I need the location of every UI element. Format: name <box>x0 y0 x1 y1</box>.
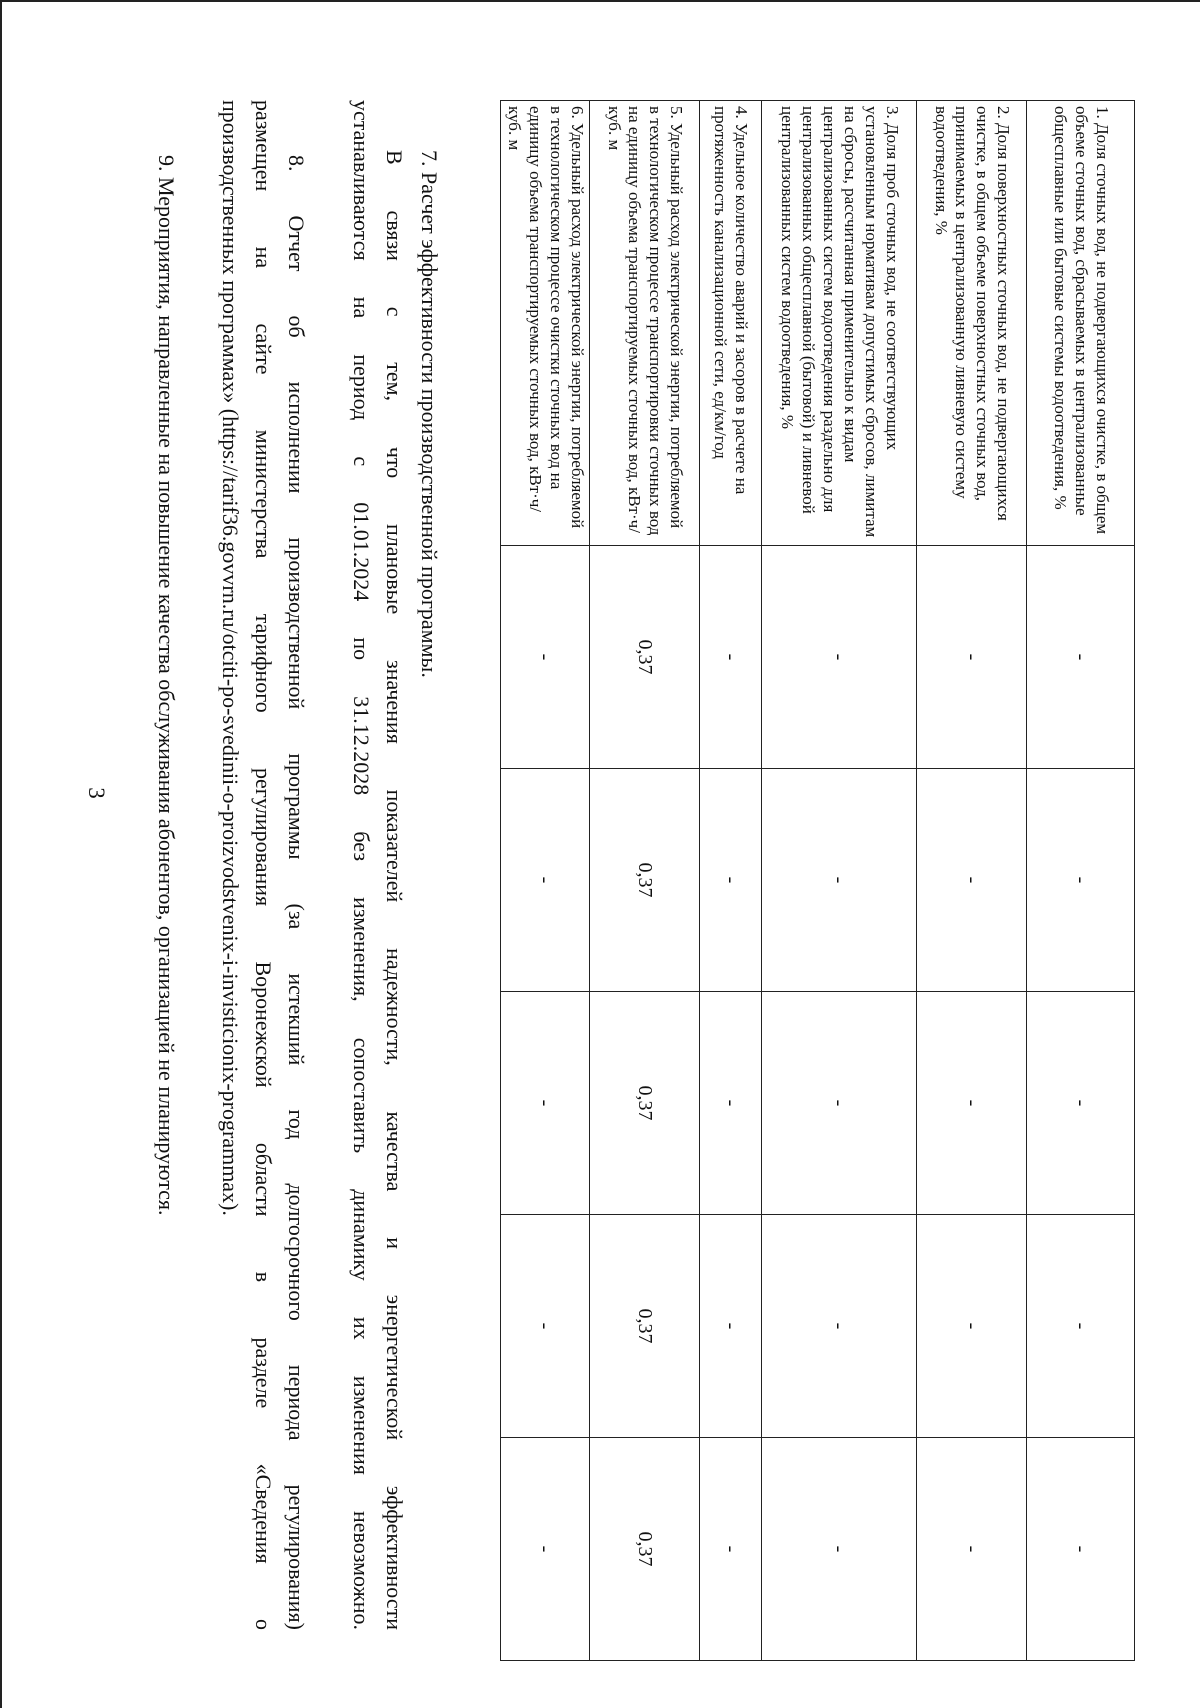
indicator-name: 6. Удельный расход электрической энергии, потребляемой в технологическом процессе очистки сточных вод на единицу объема транспортируемых сточных вод, кВт·ч/куб. м <box>501 101 590 546</box>
indicator-value: - <box>762 769 917 992</box>
table-row <box>590 101 700 1661</box>
indicator-value: - <box>917 1215 1027 1438</box>
rotated-page-content <box>65 45 1135 1655</box>
section8-line2: размещен на сайте министерства тарифного регулирования Воронежской области в разделе «Сведения о <box>251 100 276 1630</box>
table-row <box>700 101 762 1661</box>
indicator-value: - <box>917 1438 1027 1661</box>
indicator-value: - <box>917 546 1027 769</box>
section7-line1: В связи с тем, что плановые значения показателей надежности, качества и энергетической эффективности <box>382 150 407 1630</box>
indicator-value: - <box>700 1215 762 1438</box>
indicator-value: - <box>1027 546 1135 769</box>
indicator-value: - <box>762 1215 917 1438</box>
indicator-value: - <box>700 992 762 1215</box>
section7-heading: 7. Расчет эффективности производственной программы. <box>417 150 442 678</box>
indicator-table <box>500 100 1135 1661</box>
page-number: 3 <box>83 787 109 799</box>
indicator-name: 1. Доля сточных вод, не подвергающихся очистке, в общем объеме сточных вод, сбрасываемых в централизованные общесплавные или бытовые системы водоотведения, % <box>1027 101 1135 546</box>
indicator-value: - <box>501 1438 590 1661</box>
table-row <box>501 101 590 1661</box>
table-row <box>1027 101 1135 1661</box>
indicator-value: 0,37 <box>590 1215 700 1438</box>
scan-edge-left <box>0 0 2 1708</box>
indicator-value: 0,37 <box>590 769 700 992</box>
indicator-value: - <box>501 546 590 769</box>
indicator-value: 0,37 <box>590 546 700 769</box>
indicator-name: 3. Доля проб сточных вод, не соответствующих установленным нормативам допустимых сбросов, лимитам на сбросы, рассчитанная применительно к видам централизованных систем водоотведения раздельно для централизованных общесплавной (бытовой) и ливневой централизованных систем водоотведения, % <box>762 101 917 546</box>
section8-line1: 8. Отчет об исполнении производственной программы (за истекший год долгосрочного периода регулирования) <box>284 155 309 1630</box>
indicator-value: - <box>501 1215 590 1438</box>
indicator-value: - <box>762 1438 917 1661</box>
indicator-value: - <box>700 769 762 992</box>
table-row <box>762 101 917 1661</box>
indicator-value: - <box>1027 992 1135 1215</box>
indicator-name: 5. Удельный расход электрической энергии, потребляемой в технологическом процессе транспортировки сточных вод на единицу объема транспортируемых сточных вод, кВт·ч/куб. м <box>590 101 700 546</box>
indicator-value: - <box>762 546 917 769</box>
indicator-value: - <box>1027 1215 1135 1438</box>
scan-edge-top <box>0 0 1200 2</box>
indicator-value: 0,37 <box>590 1438 700 1661</box>
indicator-value: - <box>700 546 762 769</box>
section7-line2: устанавливаются на период с 01.01.2024 по 31.12.2028 без изменения, сопоставить динамику их изменения невозможно. <box>349 100 374 1630</box>
indicator-value: - <box>917 769 1027 992</box>
indicator-value: - <box>700 1438 762 1661</box>
indicator-name: 4. Удельное количество аварий и засоров в расчете на протяженность канализационной сети, ед/км/год <box>700 101 762 546</box>
section9-text: 9. Мероприятия, направленные на повышение качества обслуживания абонентов, организацией не планируются. <box>154 155 179 1216</box>
indicator-value: - <box>501 992 590 1215</box>
indicator-value: - <box>917 992 1027 1215</box>
indicator-name: 2. Доля поверхностных сточных вод, не подвергающихся очистке, в общем объеме поверхностных сточных вод, принимаемых в централизованную ливневую систему водоотведения, % <box>917 101 1027 546</box>
indicator-value: - <box>1027 769 1135 992</box>
indicator-value: - <box>1027 1438 1135 1661</box>
indicator-value: 0,37 <box>590 992 700 1215</box>
section8-line3: производственных программах» (https://tarif36.govvrn.ru/otciti-po-svedinii-o-proizvodstvenix-i-invisticionix-programmax). <box>218 100 243 1216</box>
table-row <box>917 101 1027 1661</box>
indicator-value: - <box>501 769 590 992</box>
indicator-value: - <box>762 992 917 1215</box>
